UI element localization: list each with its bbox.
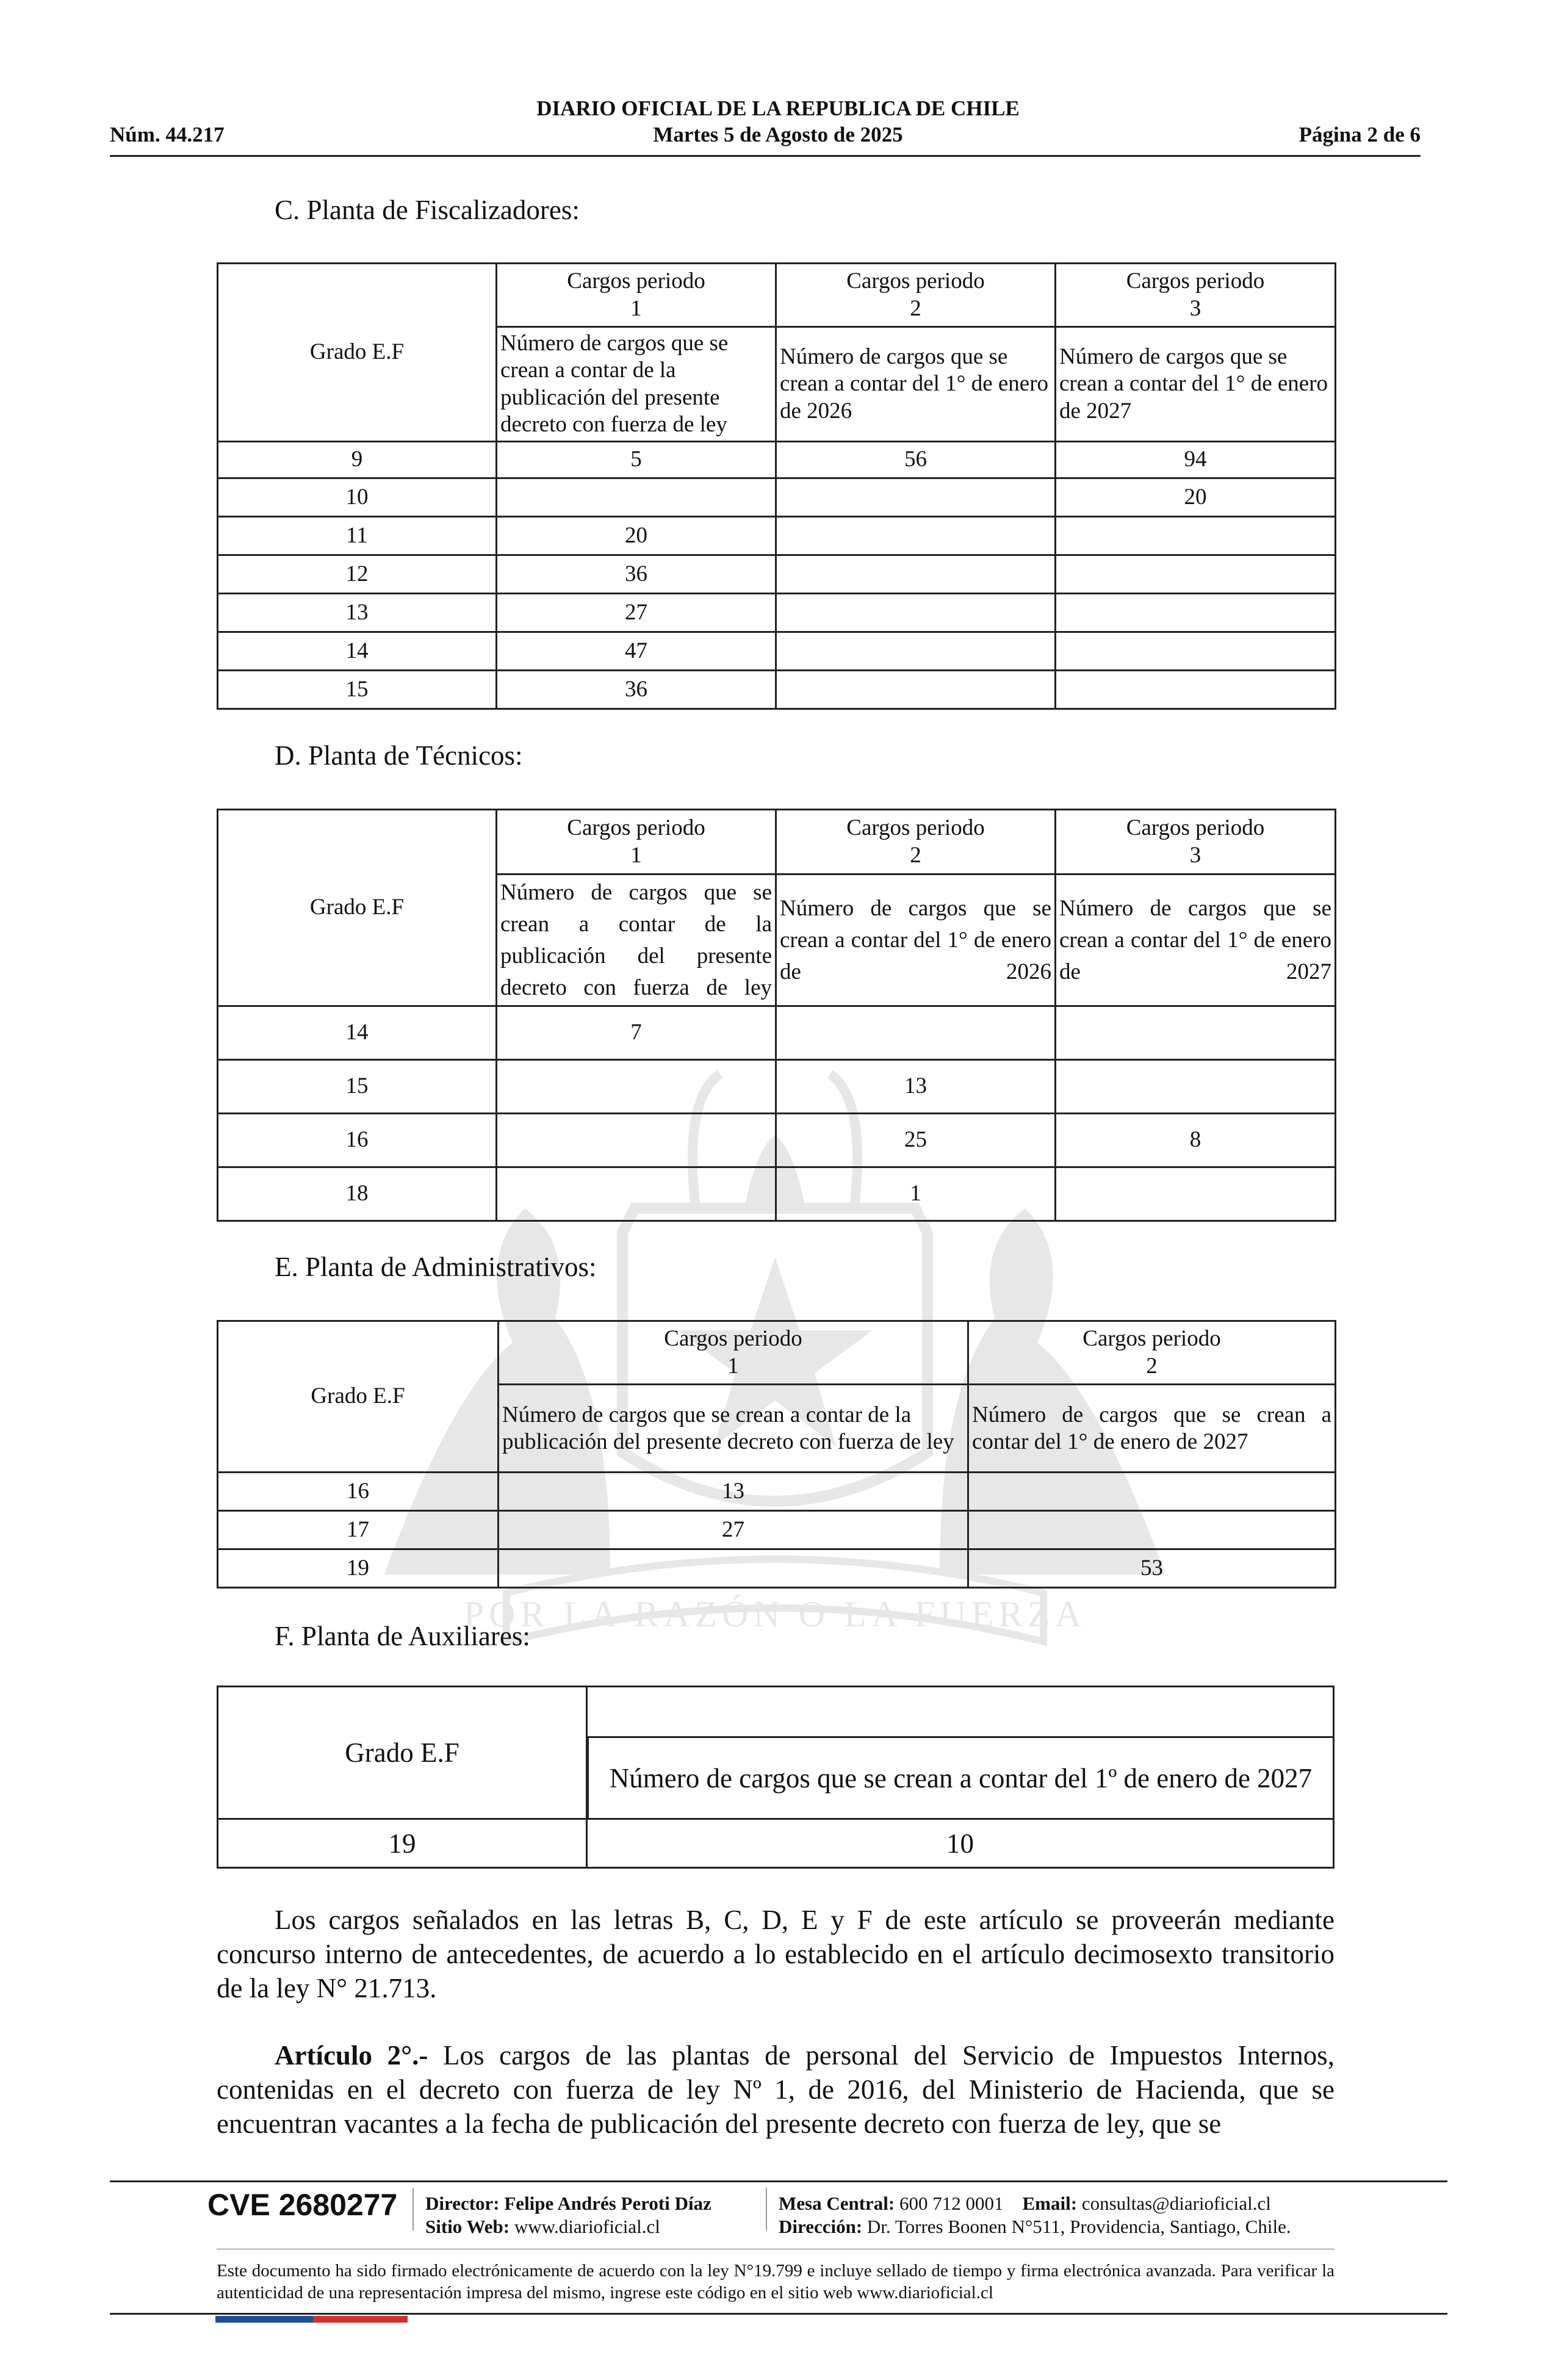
table-cell <box>776 478 1056 517</box>
grade-header: Grado E.F <box>218 810 497 1006</box>
footer-text: Dr. Torres Boonen N°511, Providencia, Santiago, Chile. <box>866 2216 1291 2237</box>
table-cell: 36 <box>497 671 776 709</box>
period-description: Número de cargos que se crean a contar del 1° de enero de 2026 <box>776 327 1056 442</box>
period-header: Cargos periodo 1 <box>497 264 776 327</box>
table-cell: 10 <box>946 1828 974 1859</box>
table-cell: 15 <box>218 1060 497 1114</box>
paragraph-articulo-2 <box>217 2038 1334 2141</box>
table-cell <box>1056 1060 1336 1114</box>
table-cell: 12 <box>218 555 497 594</box>
table-row <box>218 517 1336 555</box>
period-header: Cargos periodo 2 <box>776 810 1056 874</box>
footer-text: Email: <box>1022 2193 1078 2214</box>
footer-rule-bottom <box>110 2313 1447 2315</box>
cve-code: CVE 2680277 <box>207 2188 398 2222</box>
table-row <box>218 1114 1336 1167</box>
table-cell <box>1056 632 1336 671</box>
footer-director <box>425 2192 711 2238</box>
table-cell: 94 <box>1056 442 1336 478</box>
table-cell: 20 <box>497 517 776 555</box>
table-cell <box>497 1060 776 1114</box>
paragraph-cargos: Los cargos señalados en las letras B, C, D, E y F de este artículo se proveerán mediante concurso interno de antecedentes, de acuerdo a lo establecido en el artículo decimosexto transitorio de la ley N° 21.713. <box>217 1905 1334 2003</box>
table-cell <box>968 1511 1336 1549</box>
table-cell <box>776 594 1056 632</box>
flag-stripe-blue <box>215 2316 313 2323</box>
table-cell <box>1056 1006 1336 1060</box>
table-row <box>218 555 1336 594</box>
table-cell <box>1056 1167 1336 1221</box>
grade-header: Grado E.F <box>218 264 497 442</box>
issue-date: Martes 5 de Agosto de 2025 <box>653 123 903 146</box>
watermark-motto: POR LA RAZÓN O LA FUERZA <box>463 1594 1087 1634</box>
section-d-table <box>217 809 1336 1222</box>
table-cell: 16 <box>218 1473 499 1511</box>
footer-separator <box>412 2188 414 2230</box>
section-d-title: D. Planta de Técnicos: <box>275 740 523 771</box>
table-cell: 17 <box>218 1511 499 1549</box>
period-description: Número de cargos que se crean a contar del 1° de enero de 2026 <box>776 874 1056 1006</box>
period-header: Cargos periodo 1 <box>497 810 776 874</box>
table-row <box>218 1060 1336 1114</box>
footer-text: Dirección: <box>779 2216 863 2237</box>
table-row <box>218 1006 1336 1060</box>
table-row <box>218 671 1336 709</box>
table-cell: 10 <box>218 478 497 517</box>
table-cell <box>1056 517 1336 555</box>
period-header: Cargos periodo 2 <box>968 1321 1336 1385</box>
table-row <box>218 1167 1336 1221</box>
table-cell: 11 <box>218 517 497 555</box>
footer-text: Mesa Central: <box>779 2193 895 2214</box>
period-header: Cargos periodo 1 <box>499 1321 968 1385</box>
table-cell: 8 <box>1056 1114 1336 1167</box>
footer-text: www.diarioficial.cl <box>514 2216 660 2237</box>
table-cell: 13 <box>776 1060 1056 1114</box>
period-header: Cargos periodo 2 <box>776 264 1056 327</box>
table-cell: 47 <box>497 632 776 671</box>
table-row <box>218 478 1336 517</box>
table-cell: 53 <box>968 1549 1336 1588</box>
table-cell <box>776 632 1056 671</box>
table-cell: 27 <box>497 594 776 632</box>
period-header: Cargos periodo 3 <box>1056 810 1336 874</box>
table-cell <box>1056 555 1336 594</box>
table-cell: 25 <box>776 1114 1056 1167</box>
table-cell: 16 <box>218 1114 497 1167</box>
table-cell: 7 <box>497 1006 776 1060</box>
footer-legal-note: Este documento ha sido firmado electrónicamente de acuerdo con la ley N°19.799 e incluye sellado de tiempo y firma electrónica avanzada. Para verificar la autenticidad de una representación impresa del mismo, ingrese este código en el sitio web www.diarioficial.cl <box>217 2261 1334 2302</box>
table-cell: 9 <box>218 442 497 478</box>
table-cell: 19 <box>218 1820 588 1867</box>
period-description: Número de cargos que se crean a contar del 1° de enero de 2027 <box>968 1385 1336 1473</box>
footer-text: Director: <box>425 2193 500 2214</box>
table-cell: 5 <box>497 442 776 478</box>
article-text: Los cargos de las plantas de personal del Servicio de Impuestos Internos, contenidas en el decreto con fuerza de ley Nº 1, de 2016, del Ministerio de Hacienda, que se encuentran vacantes a la fecha de publicación del presente decreto con fuerza de ley, que se <box>217 2040 1334 2139</box>
footer-rule-top <box>110 2180 1447 2182</box>
table-row <box>218 1549 1336 1588</box>
footer-text: Sitio Web: <box>425 2216 510 2237</box>
period-header: Cargos periodo 3 <box>1056 264 1336 327</box>
section-c-title: C. Planta de Fiscalizadores: <box>275 195 580 225</box>
table-cell <box>968 1473 1336 1511</box>
table-cell <box>1056 594 1336 632</box>
period-description: Número de cargos que se crean a contar de la publicación del presente decreto con fuerza de ley <box>497 327 776 442</box>
period-description: Número de cargos que se crean a contar de la publicación del presente decreto con fuerza de ley <box>497 874 776 1006</box>
table-cell <box>776 555 1056 594</box>
newspaper-title: DIARIO OFICIAL DE LA REPUBLICA DE CHILE <box>536 96 1020 120</box>
section-f-title: F. Planta de Auxiliares: <box>275 1621 530 1651</box>
article-label: Artículo 2°.- <box>275 2040 428 2071</box>
table-row <box>218 1511 1336 1549</box>
table-cell: 18 <box>218 1167 497 1221</box>
section-e-table <box>217 1320 1336 1588</box>
table-row <box>218 1473 1336 1511</box>
table-cell: 20 <box>1056 478 1336 517</box>
grade-header: Grado E.F <box>218 1321 499 1473</box>
footer-text: Felipe Andrés Peroti Díaz <box>504 2193 711 2214</box>
table-cell: 13 <box>499 1473 968 1511</box>
period-description: Número de cargos que se crean a contar de la publicación del presente decreto con fuerza de ley <box>499 1385 968 1473</box>
table-cell: 1 <box>776 1167 1056 1221</box>
table-cell: 14 <box>218 632 497 671</box>
page-indicator: Página 2 de 6 <box>1298 123 1421 146</box>
footer-text: consultas@diarioficial.cl <box>1081 2193 1271 2214</box>
section-c-table <box>217 262 1336 710</box>
footer-contact <box>779 2192 1291 2238</box>
flag-stripe-red <box>313 2316 408 2323</box>
table-cell <box>497 1167 776 1221</box>
period-description: Número de cargos que se crean a contar del 1º de enero de 2027 <box>588 1736 1333 1818</box>
table-row <box>218 442 1336 478</box>
table-cell: 15 <box>218 671 497 709</box>
issue-number: Núm. 44.217 <box>110 123 225 146</box>
table-cell: 13 <box>218 594 497 632</box>
table-cell <box>497 1114 776 1167</box>
header-rule <box>110 155 1421 157</box>
table-cell <box>499 1549 968 1588</box>
section-e-title: E. Planta de Administrativos: <box>275 1252 597 1282</box>
table-cell <box>776 1006 1056 1060</box>
table-cell <box>497 478 776 517</box>
table-cell: 14 <box>218 1006 497 1060</box>
footer-separator <box>766 2188 767 2230</box>
period-description: Número de cargos que se crean a contar del 1° de enero de 2027 <box>1056 874 1336 1006</box>
table-cell: 27 <box>499 1511 968 1549</box>
table-row <box>218 632 1336 671</box>
table-cell: 36 <box>497 555 776 594</box>
table-cell <box>776 671 1056 709</box>
table-cell: 56 <box>776 442 1056 478</box>
period-description: Número de cargos que se crean a contar del 1° de enero de 2027 <box>1056 327 1336 442</box>
table-cell <box>1056 671 1336 709</box>
table-row <box>218 594 1336 632</box>
section-f-table <box>217 1686 1334 1869</box>
table-cell <box>776 517 1056 555</box>
footer-text: 600 712 0001 <box>899 2193 1004 2214</box>
table-cell: 19 <box>218 1549 499 1588</box>
grade-header: Grado E.F <box>218 1687 588 1818</box>
